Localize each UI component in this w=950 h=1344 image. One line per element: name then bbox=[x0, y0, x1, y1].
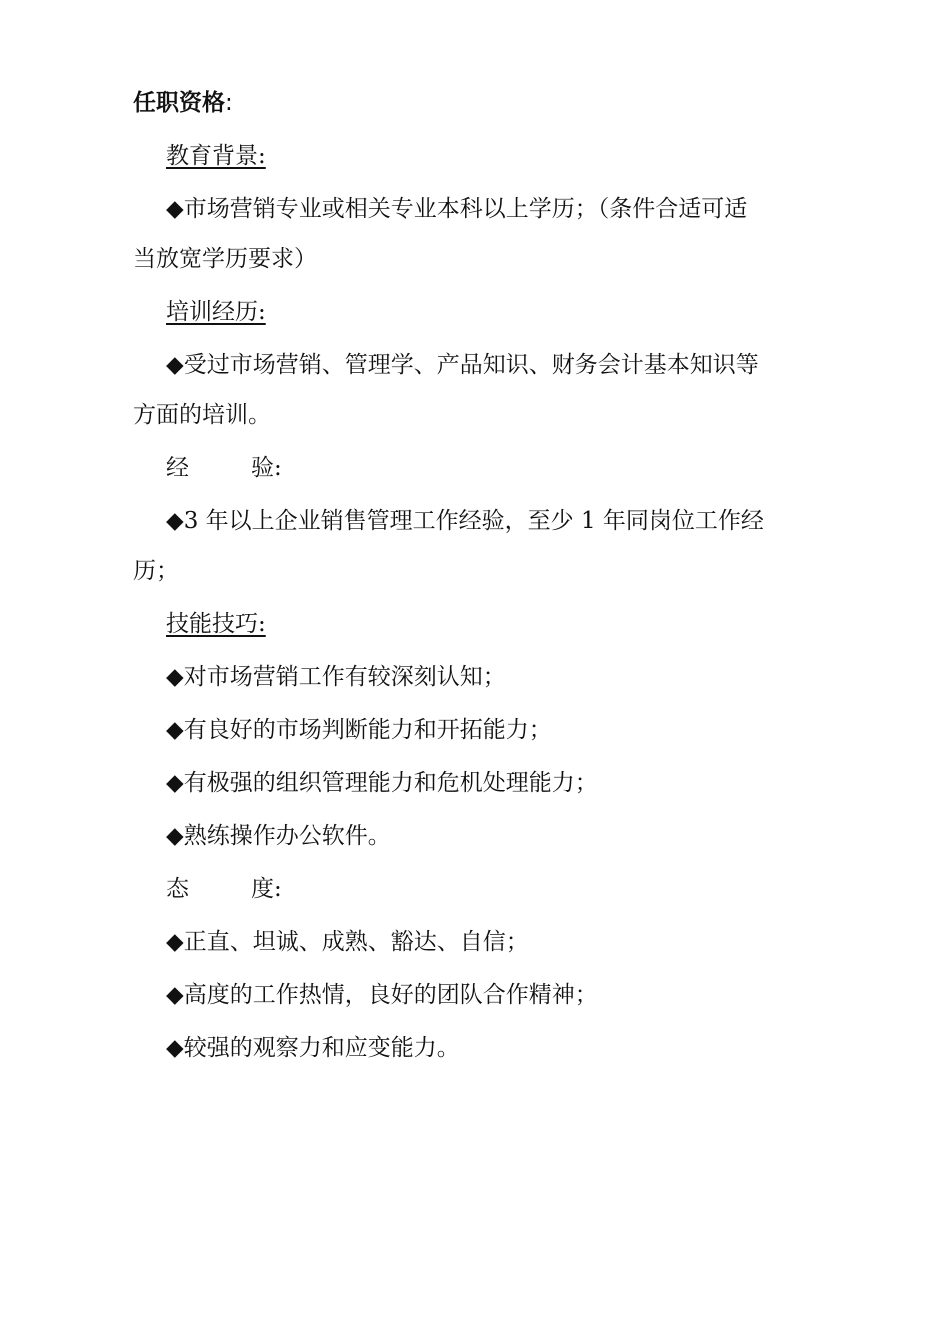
experience-heading-char1: 经 bbox=[166, 455, 189, 481]
attitude-item: ◆正直、坦诚、成熟、豁达、自信； bbox=[166, 929, 529, 955]
skills-item: ◆有良好的市场判断能力和开拓能力； bbox=[166, 717, 552, 743]
page-title-colon: : bbox=[225, 90, 233, 116]
skills-item: ◆对市场营销工作有较深刻认知； bbox=[166, 664, 506, 690]
experience-item-line2: 历； bbox=[133, 558, 179, 584]
section-heading-skills: 技能技巧: bbox=[166, 611, 266, 637]
section-heading-attitude bbox=[166, 874, 282, 904]
education-item-line2: 当放宽学历要求） bbox=[133, 246, 317, 272]
section-heading-education: 教育背景: bbox=[166, 143, 266, 169]
training-item-line1: ◆受过市场营销、管理学、产品知识、财务会计基本知识等 bbox=[166, 352, 759, 378]
attitude-item: ◆较强的观察力和应变能力。 bbox=[166, 1035, 460, 1061]
education-item-line1: ◆市场营销专业或相关专业本科以上学历；（条件合适可适 bbox=[166, 196, 748, 222]
attitude-heading-char1: 态 bbox=[166, 876, 189, 902]
page-title bbox=[133, 88, 233, 118]
training-item-line2: 方面的培训。 bbox=[133, 402, 271, 428]
section-heading-training: 培训经历: bbox=[166, 299, 266, 325]
experience-item-line1: ◆3 年以上企业销售管理工作经验，至少 1 年同岗位工作经 bbox=[166, 508, 764, 534]
skills-item: ◆熟练操作办公软件。 bbox=[166, 823, 391, 849]
skills-item: ◆有极强的组织管理能力和危机处理能力； bbox=[166, 770, 598, 796]
attitude-item: ◆高度的工作热情，良好的团队合作精神； bbox=[166, 982, 598, 1008]
section-heading-experience bbox=[166, 453, 282, 483]
attitude-heading-char2: 度: bbox=[251, 876, 282, 902]
page-title-text: 任职资格 bbox=[133, 90, 225, 116]
experience-heading-char2: 验: bbox=[251, 455, 282, 481]
